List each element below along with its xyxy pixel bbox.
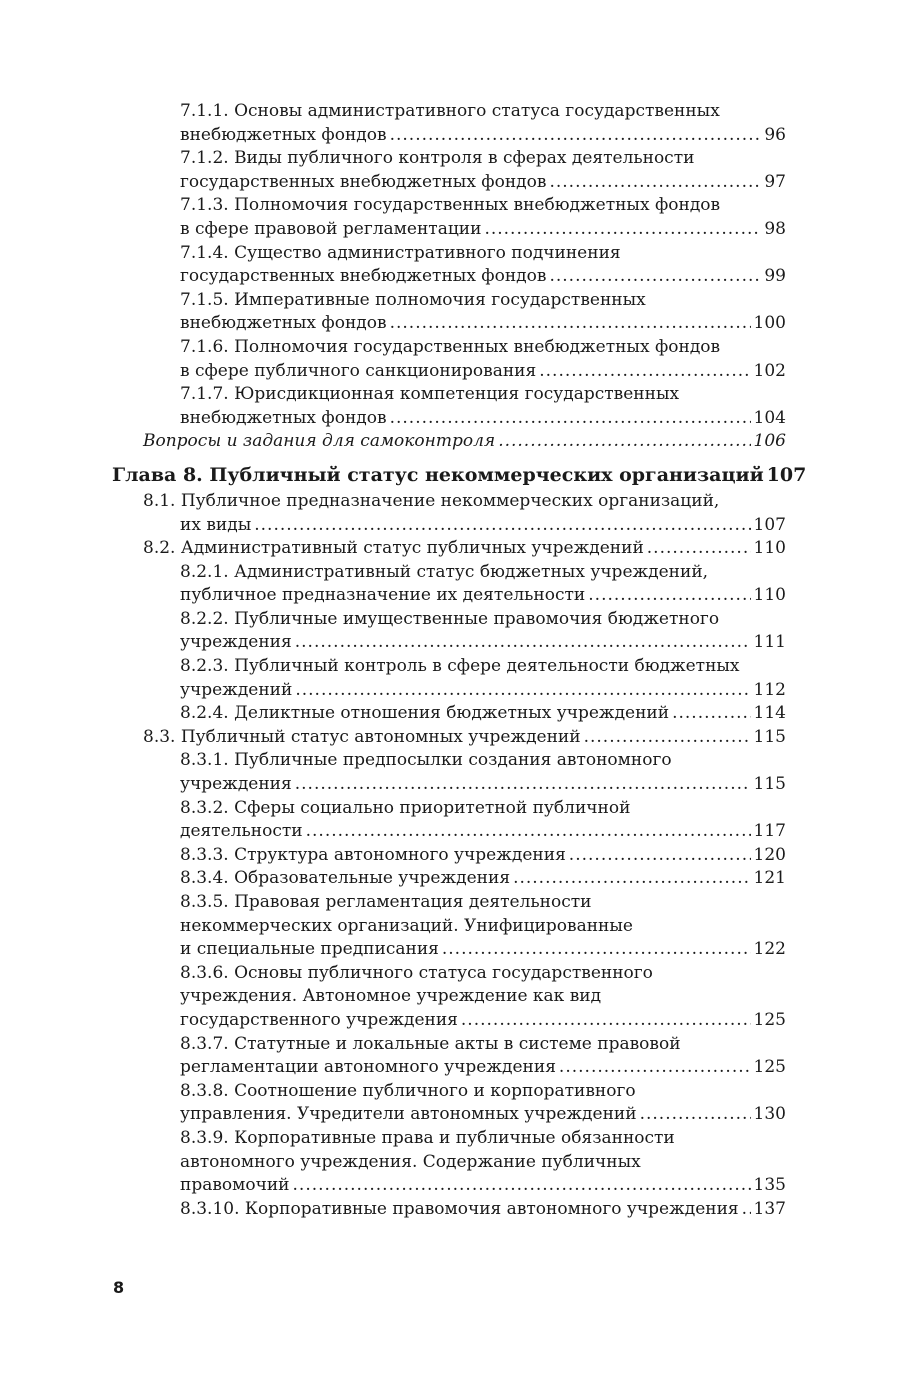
toc-entry-title: внебюджетных фондов [180, 313, 387, 334]
toc-page-number: 98 [764, 218, 786, 239]
toc-entry-line: 7.1.2. Виды публичного контроля в сферах деятельности [180, 148, 695, 169]
toc-entry-line: 7.1.6. Полномочия государственных внебюджетных фондов [180, 336, 721, 357]
toc-page-number: 107 [766, 463, 807, 486]
toc-entry[interactable] [0, 797, 786, 844]
toc-page-number: 104 [753, 407, 786, 428]
toc-entry-title: внебюджетных фондов [180, 124, 387, 145]
toc-entry-leader-line [180, 171, 786, 195]
dot-leader [539, 360, 750, 384]
toc-entry-line: 7.1.7. Юрисдикционная компетенция государственных [180, 384, 680, 405]
toc-entry-leader-line [180, 631, 786, 655]
toc-entry-leader-line [180, 1056, 786, 1080]
toc-entry-title: и специальные предписания [180, 939, 439, 960]
toc-entry-leader-line [112, 462, 807, 488]
toc-entry-leader-line [180, 844, 786, 868]
toc-entry[interactable] [0, 655, 786, 702]
toc-entry[interactable] [0, 147, 786, 194]
toc-entry-title: 8.2.4. Деликтные отношения бюджетных учреждений [180, 703, 670, 724]
toc-entry-leader-line [180, 407, 786, 431]
toc-page-number: 130 [753, 1104, 786, 1125]
toc-entry-title: 8.3.10. Корпоративные правомочия автономного учреждения [180, 1198, 739, 1219]
toc-entry-title: их виды [180, 514, 252, 535]
toc-entry-line: 8.2.3. Публичный контроль в сфере деятельности бюджетных [180, 656, 740, 677]
toc-entry-leader-line [180, 265, 786, 289]
toc-entry-line: 8.3.1. Публичные предпосылки создания автономного [180, 750, 672, 771]
toc-page-number: 125 [753, 1009, 786, 1030]
dot-leader [254, 514, 750, 538]
toc-page-number: 115 [753, 726, 786, 747]
toc-entry[interactable] [0, 100, 786, 147]
toc-entry-title: 8.2. Административный статус публичных учреждений [143, 538, 644, 559]
dot-leader [640, 1103, 751, 1127]
toc-entry[interactable] [0, 844, 786, 868]
toc-entry-line: 8.3.5. Правовая регламентация деятельности [180, 892, 592, 912]
toc-entry[interactable] [0, 702, 786, 726]
dot-leader [647, 537, 751, 561]
table-of-contents [0, 100, 900, 1221]
toc-page-number: 102 [753, 360, 786, 381]
dot-leader [295, 773, 751, 797]
toc-chapter-entry[interactable] [0, 462, 807, 488]
toc-entry-line: 8.2.2. Публичные имущественные правомочия бюджетного [180, 608, 720, 629]
toc-page-number: 114 [753, 703, 786, 724]
toc-entry[interactable] [0, 194, 786, 241]
dot-leader [484, 218, 761, 242]
toc-entry[interactable] [0, 383, 786, 430]
dot-leader [672, 702, 750, 726]
toc-entry[interactable] [0, 1033, 786, 1080]
toc-entry-line: 7.1.3. Полномочия государственных внебюджетных фондов [180, 195, 721, 216]
toc-page-number: 137 [753, 1198, 786, 1219]
toc-entry-line: 7.1.1. Основы административного статуса государственных [180, 101, 720, 121]
toc-entry-title: 8.3.4. Образовательные учреждения [180, 868, 511, 889]
toc-entry-title: регламентации автономного учреждения [180, 1057, 556, 1078]
toc-entry-line: 8.3.8. Соотношение публичного и корпоративного [180, 1080, 636, 1101]
dot-leader [442, 938, 751, 962]
dot-leader [549, 265, 761, 289]
toc-entry-title: публичное предназначение их деятельности [180, 585, 586, 606]
dot-leader [742, 1198, 751, 1222]
toc-entry[interactable] [0, 537, 786, 561]
toc-entry[interactable] [0, 242, 786, 289]
toc-entry[interactable] [0, 749, 786, 796]
toc-entry-title: 8.3. Публичный статус автономных учреждений [143, 726, 581, 747]
dot-leader [293, 1174, 751, 1198]
toc-entry[interactable] [0, 962, 786, 1033]
toc-entry[interactable] [0, 608, 786, 655]
toc-entry-leader-line [143, 430, 786, 454]
toc-entry[interactable] [0, 1198, 786, 1222]
toc-entry-title: управления. Учредители автономных учреждений [180, 1104, 637, 1125]
toc-page-number: 100 [753, 313, 786, 334]
toc-entry-leader-line [180, 773, 786, 797]
dot-leader [390, 312, 751, 336]
toc-entry-line: 8.3.7. Статутные и локальные акты в системе правовой [180, 1033, 681, 1054]
toc-entry-line: 8.3.2. Сферы социально приоритетной публичной [180, 797, 631, 818]
toc-entry-title: в сфере публичного санкционирования [180, 360, 537, 381]
toc-entry-line: 8.3.6. Основы публичного статуса государственного [180, 962, 653, 983]
toc-entry-title: учреждений [180, 679, 293, 700]
toc-entry[interactable] [0, 1127, 786, 1198]
toc-entry-title: Вопросы и задания для самоконтроля [143, 431, 496, 452]
toc-page-number: 117 [753, 821, 786, 842]
toc-entry[interactable] [0, 867, 786, 891]
toc-entry-line: 8.2.1. Административный статус бюджетных учреждений, [180, 561, 709, 582]
toc-entry-line: автономного учреждения. Содержание публичных [180, 1151, 641, 1172]
toc-entry-title: государственных внебюджетных фондов [180, 266, 547, 287]
toc-entry-title: 8.3.3. Структура автономного учреждения [180, 844, 566, 865]
toc-entry-leader-line [180, 1174, 786, 1198]
toc-entry-title: учреждения [180, 632, 292, 653]
toc-entry-leader-line [180, 360, 786, 384]
toc-entry[interactable] [0, 561, 786, 608]
dot-leader [306, 820, 751, 844]
toc-entry[interactable] [0, 490, 786, 537]
dot-leader [549, 171, 761, 195]
dot-leader [584, 726, 751, 750]
toc-entry-line: 7.1.4. Существо административного подчинения [180, 242, 621, 263]
toc-entry-title: правомочий [180, 1175, 290, 1196]
dot-leader [498, 430, 750, 454]
toc-entry-line: 8.1. Публичное предназначение некоммерческих организаций, [143, 490, 720, 511]
toc-page-number: 112 [753, 679, 786, 700]
toc-entry-title: в сфере правовой регламентации [180, 218, 482, 239]
toc-entry[interactable] [0, 891, 786, 962]
toc-entry-leader-line [180, 938, 786, 962]
toc-entry-line: учреждения. Автономное учреждение как вид [180, 986, 602, 1007]
toc-page-number: 107 [753, 514, 786, 535]
toc-page-number: 111 [753, 632, 786, 653]
dot-leader [295, 631, 751, 655]
toc-entry-leader-line [143, 537, 786, 561]
toc-entry-line: 7.1.5. Императивные полномочия государственных [180, 289, 646, 310]
toc-entry-title: внебюджетных фондов [180, 407, 387, 428]
toc-entry-leader-line [143, 726, 786, 750]
toc-page-number: 125 [753, 1057, 786, 1078]
toc-page-number: 110 [753, 585, 786, 606]
dot-leader [513, 867, 750, 891]
toc-entry-leader-line [180, 312, 786, 336]
toc-entry-leader-line [180, 867, 786, 891]
toc-page-number: 106 [753, 431, 786, 452]
toc-entry-leader-line [143, 514, 786, 538]
toc-entry-leader-line [180, 218, 786, 242]
toc-page-number: 121 [753, 868, 786, 889]
dot-leader [461, 1009, 751, 1033]
toc-entry-leader-line [180, 1009, 786, 1033]
toc-entry-leader-line [180, 1103, 786, 1127]
toc-entry-leader-line [180, 702, 786, 726]
toc-entry-leader-line [180, 584, 786, 608]
toc-entry-leader-line [180, 679, 786, 703]
toc-page-number: 97 [764, 171, 786, 192]
toc-page-number: 96 [764, 124, 786, 145]
toc-entry-title: учреждения [180, 774, 292, 795]
toc-entry-leader-line [180, 1198, 786, 1222]
toc-entry-leader-line [180, 820, 786, 844]
toc-entry-title: государственных внебюджетных фондов [180, 171, 547, 192]
toc-entry[interactable] [0, 289, 786, 336]
toc-entry-line: некоммерческих организаций. Унифицированные [180, 915, 633, 936]
toc-page-number: 120 [753, 844, 786, 865]
dot-leader [588, 584, 750, 608]
toc-page-number: 115 [753, 774, 786, 795]
dot-leader [295, 679, 750, 703]
toc-entry[interactable] [0, 726, 786, 750]
toc-entry[interactable] [0, 430, 786, 454]
toc-entry-title: государственного учреждения [180, 1009, 458, 1030]
toc-entry[interactable] [0, 336, 786, 383]
toc-page-number: 99 [764, 266, 786, 287]
page-number: 8 [113, 1278, 125, 1297]
dot-leader [569, 844, 751, 868]
dot-leader [559, 1056, 751, 1080]
toc-page-number: 135 [753, 1175, 786, 1196]
dot-leader [390, 124, 762, 148]
toc-entry-title: Глава 8. Публичный статус некоммерческих организаций [112, 463, 764, 486]
dot-leader [390, 407, 751, 431]
toc-entry-title: деятельности [180, 821, 303, 842]
toc-page-number: 122 [753, 939, 786, 960]
toc-entry-line: 8.3.9. Корпоративные права и публичные обязанности [180, 1127, 675, 1148]
toc-entry[interactable] [0, 1080, 786, 1127]
toc-page-number: 110 [753, 538, 786, 559]
toc-entry-leader-line [180, 124, 786, 148]
